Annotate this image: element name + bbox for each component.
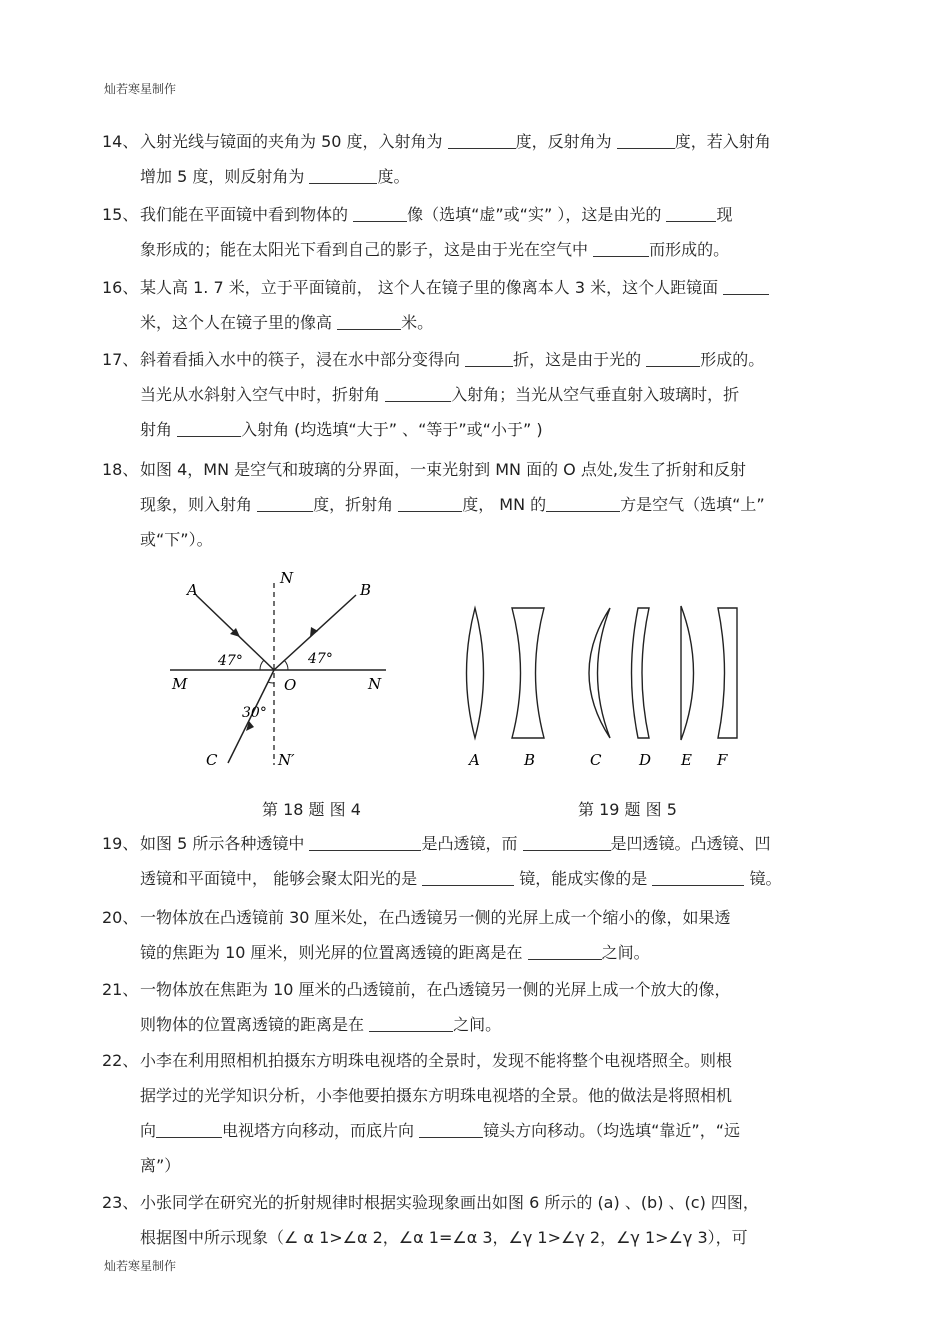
answer-blank[interactable] <box>465 348 513 367</box>
lens-label: C <box>590 751 602 769</box>
question-23: 23、 小张同学在研究光的折射规律时根据实验现象画出如图 6 所示的 (a) 、(b) 、(c) 四图， 根据图中所示现象（∠ α 1>∠α 2，∠α 1=∠α 3，∠γ 1>∠γ 2，∠γ 1>∠γ 3），可 <box>102 1185 759 1255</box>
lens-a-biconvex <box>467 608 484 738</box>
answer-blank[interactable] <box>723 276 769 295</box>
label-n-top: N <box>280 569 294 587</box>
angle-label-refraction: 30° <box>242 705 267 721</box>
angle-label-right: 47° <box>308 651 333 667</box>
answer-blank[interactable] <box>419 1119 483 1138</box>
figure-5-lenses <box>455 598 755 773</box>
question-20: 20、 一物体放在凸透镜前 30 厘米处，在凸透镜另一侧的光屏上成一个缩小的像，如果透 镜的焦距为 10 厘米，则光屏的位置离透镜的距离是在 之间。 <box>102 900 731 970</box>
answer-blank[interactable] <box>177 418 241 437</box>
answer-blank[interactable] <box>309 832 421 851</box>
figure-4-refraction-diagram <box>160 565 400 780</box>
question-number: 17、 <box>102 350 139 369</box>
answer-blank[interactable] <box>448 130 516 149</box>
answer-blank[interactable] <box>369 1013 453 1032</box>
answer-blank[interactable] <box>353 203 407 222</box>
lens-label: E <box>681 751 692 769</box>
label-n-right: N <box>368 675 382 693</box>
lens-f-plano-concave <box>718 608 737 738</box>
figure-5-caption: 第 19 题 图 5 <box>578 800 677 819</box>
question-number: 21、 <box>102 980 139 999</box>
angle-arc-right <box>284 660 288 670</box>
angle-arc-refraction <box>268 682 274 683</box>
label-m: M <box>172 675 188 693</box>
lens-label: F <box>717 751 728 769</box>
answer-blank[interactable] <box>646 348 700 367</box>
question-number: 15、 <box>102 205 139 224</box>
label-a: A <box>187 581 198 599</box>
angle-label-left: 47° <box>218 653 243 669</box>
lens-label: B <box>524 751 536 769</box>
question-16: 16、 某人高 1. 7 米，立于平面镜前， 这个人在镜子里的像离本人 3 米，这个人距镜面 米，这个人在镜子里的像高 米。 <box>102 270 769 340</box>
answer-blank[interactable] <box>652 867 744 886</box>
question-number: 19、 <box>102 834 139 853</box>
label-o: O <box>284 676 297 694</box>
lens-b-biconcave <box>512 608 544 738</box>
answer-blank[interactable] <box>593 238 649 257</box>
answer-blank[interactable] <box>528 941 602 960</box>
question-18: 18、 如图 4，MN 是空气和玻璃的分界面，一束光射到 MN 面的 O 点处,发生了折射和反射 现象，则入射角 度，折射角 度， MN 的 方是空气（选填“上” 或“下”）。 <box>102 452 765 557</box>
watermark-top: 灿若寒星制作 <box>104 82 177 96</box>
lens-e-plano-convex <box>681 606 694 740</box>
answer-blank[interactable] <box>156 1119 222 1138</box>
answer-blank[interactable] <box>337 311 401 330</box>
answer-blank[interactable] <box>617 130 675 149</box>
answer-blank[interactable] <box>666 203 716 222</box>
question-number: 20、 <box>102 908 139 927</box>
angle-arc-left <box>260 660 264 670</box>
label-n-prime: N′ <box>278 751 295 769</box>
question-14: 14、 入射光线与镜面的夹角为 50 度，入射角为 度，反射角为 度，若入射角 增加 5 度，则反射角为 度。 <box>102 124 771 194</box>
question-number: 18、 <box>102 460 139 479</box>
lens-c-meniscus <box>589 608 610 738</box>
reflected-arrow-icon <box>310 627 318 637</box>
answer-blank[interactable] <box>385 383 451 402</box>
label-c: C <box>206 751 218 769</box>
lens-label: A <box>469 751 480 769</box>
question-number: 14、 <box>102 132 139 151</box>
question-21: 21、 一物体放在焦距为 10 厘米的凸透镜前，在凸透镜另一侧的光屏上成一个放大的像， 则物体的位置离透镜的距离是在 之间。 <box>102 972 731 1042</box>
question-number: 22、 <box>102 1051 139 1070</box>
answer-blank[interactable] <box>523 832 611 851</box>
watermark-bottom: 灿若寒星制作 <box>104 1259 177 1273</box>
answer-blank[interactable] <box>546 493 620 512</box>
question-19: 19、 如图 5 所示各种透镜中 是凸透镜，而 是凹透镜。凸透镜、凹 透镜和平面镜中， 能够会聚太阳光的是 镜，能成实像的是 镜。 <box>102 826 781 896</box>
answer-blank[interactable] <box>398 493 462 512</box>
lens-label: D <box>639 751 652 769</box>
question-number: 16、 <box>102 278 139 297</box>
lens-d-concave-meniscus <box>632 608 650 738</box>
answer-blank[interactable] <box>257 493 313 512</box>
question-15: 15、 我们能在平面镜中看到物体的 像（选填“虚”或“实” ），这是由光的 现 象形成的；能在太阳光下看到自己的影子，这是由于光在空气中 而形成的。 <box>102 197 732 267</box>
figure-4-caption: 第 18 题 图 4 <box>262 800 361 819</box>
answer-blank[interactable] <box>422 867 514 886</box>
answer-blank[interactable] <box>309 165 377 184</box>
question-17: 17、 斜着看插入水中的筷子，浸在水中部分变得向 折，这是由于光的 形成的。 当光从水斜射入空气中时，折射角 入射角；当光从空气垂直射入玻璃时，折 射角 入射角 (均选填“大于” 、“等于”或“小于” ) <box>102 342 764 447</box>
question-number: 23、 <box>102 1193 139 1212</box>
question-22: 22、 小李在利用照相机拍摄东方明珠电视塔的全景时，发现不能将整个电视塔照全。则根 据学过的光学知识分析，小李他要拍摄东方明珠电视塔的全景。他的做法是将照相机 向 电视塔方向移动，而底片向 镜头方向移动。（均选填“靠近”，“远 离”） <box>102 1043 740 1183</box>
label-b: B <box>360 581 372 599</box>
